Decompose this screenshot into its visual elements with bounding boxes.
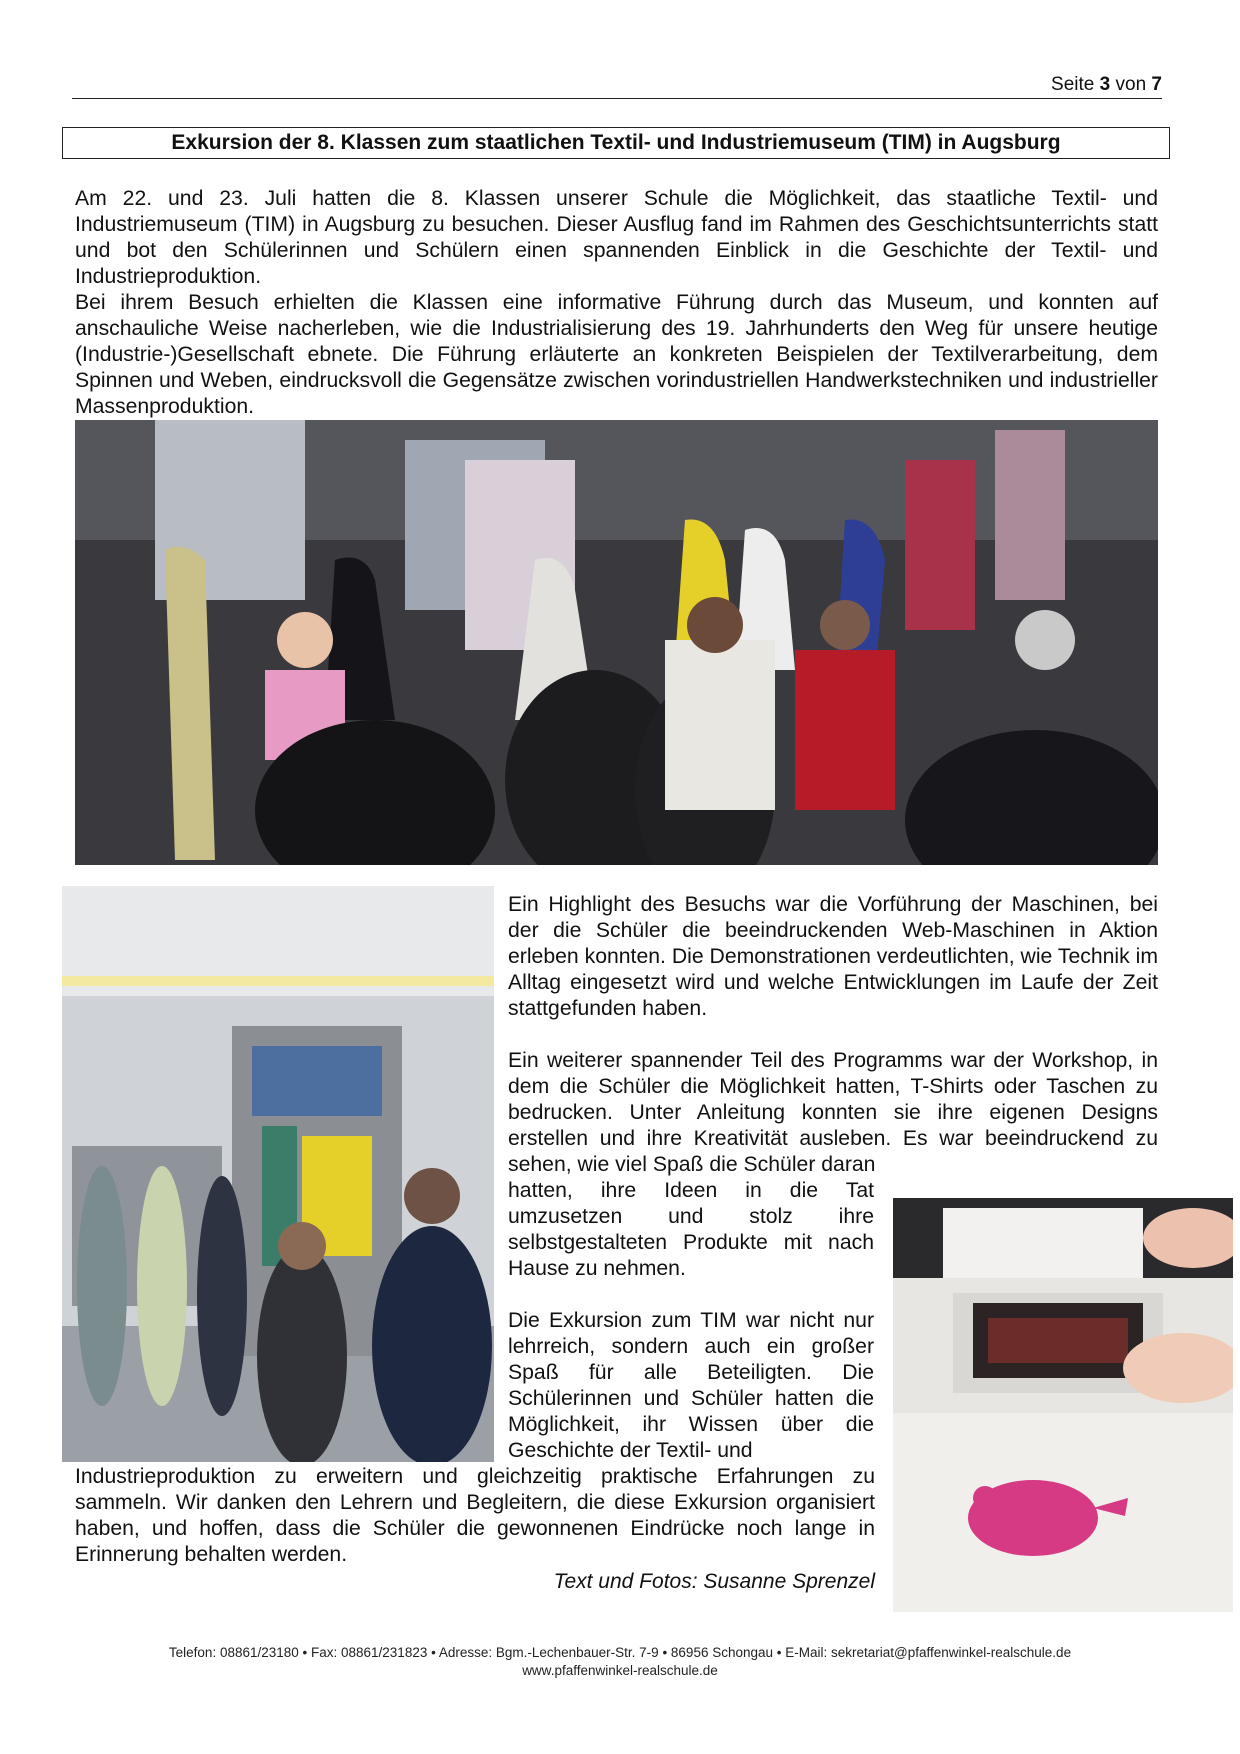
weaving-machine-photo [62, 886, 494, 1462]
museum-exhibition-photo [75, 420, 1158, 865]
page-current: 3 [1099, 74, 1111, 95]
paragraph-summary: Die Exkursion zum TIM war nicht nur lehrreich, sondern auch ein großer Spaß für alle Beteiligten. Die Schülerinnen und Schüler hatten die Möglichkeit, ihr Wissen über die Geschichte der Textil- und [508, 1309, 874, 1462]
footer-contact: Telefon: 08861/23180 • Fax: 08861/231823 • Adresse: Bgm.-Lechenbauer-Str. 7-9 • 86956 Schongau • E-Mail: sekretariat@pfaffenwinkel-realschule.de [168, 1645, 1072, 1660]
paragraph-workshop-cont: hatten, ihre Ideen in die Tat umzusetzen und stolz ihre selbstgestalteten Produkte mit nach Hause zu nehmen. [508, 1179, 874, 1280]
page-label: Seite [1051, 74, 1095, 95]
page-header [72, 72, 1162, 99]
page-of: von [1115, 74, 1147, 95]
paragraph-tour: Bei ihrem Besuch erhielten die Klassen eine informative Führung durch das Museum, und konnten auf anschauliche Weise nacherleben, wie die Industrialisierung des 19. Jahrhunderts den Weg für unsere heutige (Industrie-)Gesellschaft ebnete. Die Führung erläuterte an konkreten Beispielen der Textilverarbeitung, dem Spinnen und Weben, eindrucksvoll die Gegensätze zwischen vorindustriellen Handwerkstechniken und industrieller Massenproduktion. [75, 291, 1158, 418]
paragraph-workshop: Ein weiterer spannender Teil des Programms war der Workshop, in dem die Schüler die Möglichkeit hatten, T-Shirts oder Taschen zu bedrucken. Unter Anleitung konnten sie ihre eigenen Designs erstellen und ihre Kreativität ausleben. Es war beeindruckend zu sehen, wie viel Spaß die Schüler daran [508, 1049, 1158, 1176]
paragraph-machines: Ein Highlight des Besuchs war die Vorführung der Maschinen, bei der die Schüler die beeindruckenden Web-Maschinen in Aktion erleben konnten. Die Demonstrationen verdeutlichten, wie Technik im Alltag eingesetzt wird und welche Entwicklungen im Laufe der Zeit stattgefunden haben. [508, 893, 1158, 1020]
paragraph-summary-cont: Industrieproduktion zu erweitern und gleichzeitig praktische Erfahrungen zu sammeln. Wir danken den Lehrern und Begleitern, die diese Exkursion organisiert haben, und hoffen, dass die Schüler die gewonnenen Eindrücke noch lange in Erinnerung behalten werden. [75, 1465, 875, 1566]
footer [0, 1644, 1240, 1680]
screen-printing-photo [893, 1198, 1233, 1612]
article-title: Exkursion der 8. Klassen zum staatlichen Textil- und Industriemuseum (TIM) in Augsburg [62, 127, 1170, 159]
footer-website[interactable]: www.pfaffenwinkel-realschule.de [522, 1663, 718, 1678]
page-number [1051, 74, 1162, 96]
photo-credit: Text und Fotos: Susanne Sprenzel [553, 1570, 875, 1593]
page-total: 7 [1151, 74, 1162, 95]
paragraph-intro: Am 22. und 23. Juli hatten die 8. Klassen unserer Schule die Möglichkeit, das staatliche Textil- und Industriemuseum (TIM) in Augsburg zu besuchen. Dieser Ausflug fand im Rahmen des Geschichtsunterrichts statt und bot den Schülerinnen und Schülern einen spannenden Einblick in die Geschichte der Textil- und Industrieproduktion. [75, 187, 1158, 288]
